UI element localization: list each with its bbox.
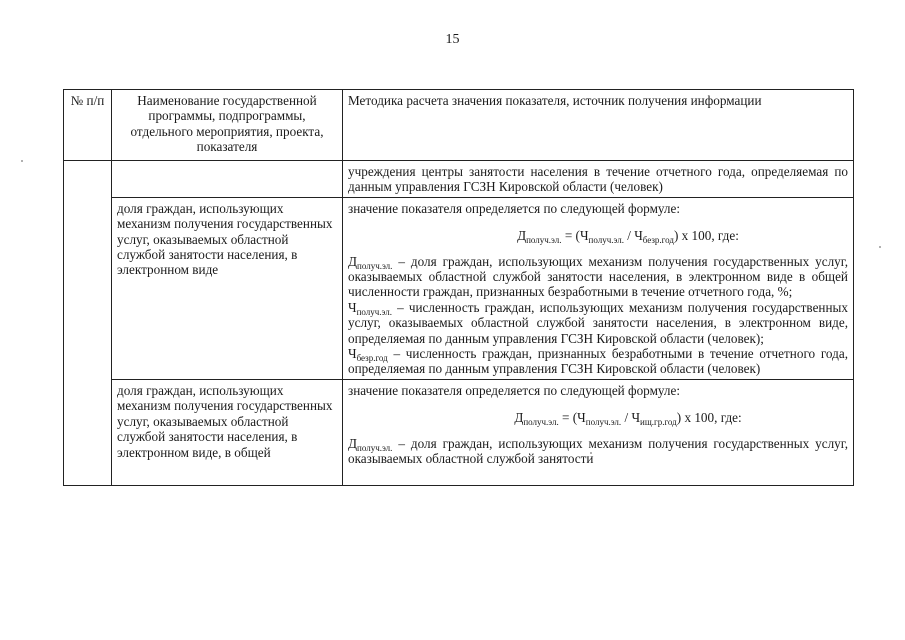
indicator-cell [112,161,343,198]
indicator-methodology-table [63,89,854,486]
method-cell [343,161,854,198]
method-cell [343,197,854,379]
method-cell [343,379,854,485]
scan-speck [21,160,23,162]
table-header-row [64,90,854,161]
formula-intro: значение показателя определяется по следующей формуле: [348,382,681,398]
definition [348,346,848,377]
definition-text: – численность граждан, признанных безработными в течение отчетного года, определяемая по данным управления ГСЗН Кировской области (человек) [348,346,848,377]
header-num: № п/п [64,90,112,161]
formula-operator: / [623,228,635,244]
indicator-cell: доля граждан, использующих механизм получения государственных услуг, оказываемых областной службой занятости населения, в электронном виде, в общей [112,379,343,485]
formula-tail: ) х 100, где: [673,228,739,244]
formula-tail: ) х 100, где: [676,410,742,426]
definition-subscript: получ.эл. [357,260,393,271]
formula-subscript: получ.эл. [588,235,624,246]
formula-symbol: Ч [631,410,641,426]
formula [408,228,848,246]
definition-symbol: Ч [348,346,357,362]
table-row [64,197,854,379]
formula-subscript: ищ.гр.год [640,417,677,428]
scan-speck [879,246,881,248]
definition [348,254,848,300]
definition-subscript: безр.год [356,353,388,364]
definition-text: – доля граждан, использующих механизм получения государственных услуг, оказываемых областной службой занятости [348,435,848,467]
formula-intro: значение показателя определяется по следующей формуле: [348,200,681,216]
header-method: Методика расчета значения показателя, источник получения информации [343,90,854,161]
row-num-cell [64,161,112,486]
page-number: 15 [445,32,460,47]
formula-subscript: получ.эл. [523,417,559,428]
definition-subscript: получ.эл. [356,306,392,317]
formula-operator: = ( [558,410,578,426]
formula-symbol: Ч [579,228,589,244]
definition-symbol: Ч [348,299,357,315]
method-text: учреждения центры занятости населения в течение отчетного года, определяемая по данным управления ГСЗН Кировской области (человек) [348,164,848,195]
formula-operator: = ( [561,228,580,244]
formula-symbol: Д [517,228,527,244]
definition [348,436,848,467]
definition-symbol: Д [348,253,357,269]
formula-symbol: Ч [577,410,586,426]
definition-symbol: Д [348,435,357,451]
definition-subscript: получ.эл. [357,442,393,453]
table-row [64,379,854,485]
header-name: Наименование государственной программы, подпрограммы, отдельного мероприятия, проекта, показателя [112,90,343,161]
indicator-cell: доля граждан, использующих механизм получения государственных услуг, оказываемых областной службой занятости населения, в электронном виде [112,197,343,379]
formula-symbol: Ч [634,228,643,244]
formula-subscript: получ.эл. [526,235,562,246]
definition-text: – доля граждан, использующих механизм получения государственных услуг, оказываемых областной службой занятости населения, в электронном виде в общей численности граждан, признанных безработными в течение отчетного года, %; [348,253,848,300]
formula-operator: / [621,410,632,426]
formula-subscript: получ.эл. [585,417,622,428]
definition [348,300,848,346]
formula-symbol: Д [514,410,524,426]
formula [408,410,848,428]
formula-subscript: безр.год [642,235,674,246]
definition-text: – численность граждан, использующих механизм получения государственных услуг, оказываемых областной службой занятости населения, в электронном виде, определяемая по данным управления ГСЗН Кировской области (человек); [348,299,848,346]
table-row [64,161,854,198]
